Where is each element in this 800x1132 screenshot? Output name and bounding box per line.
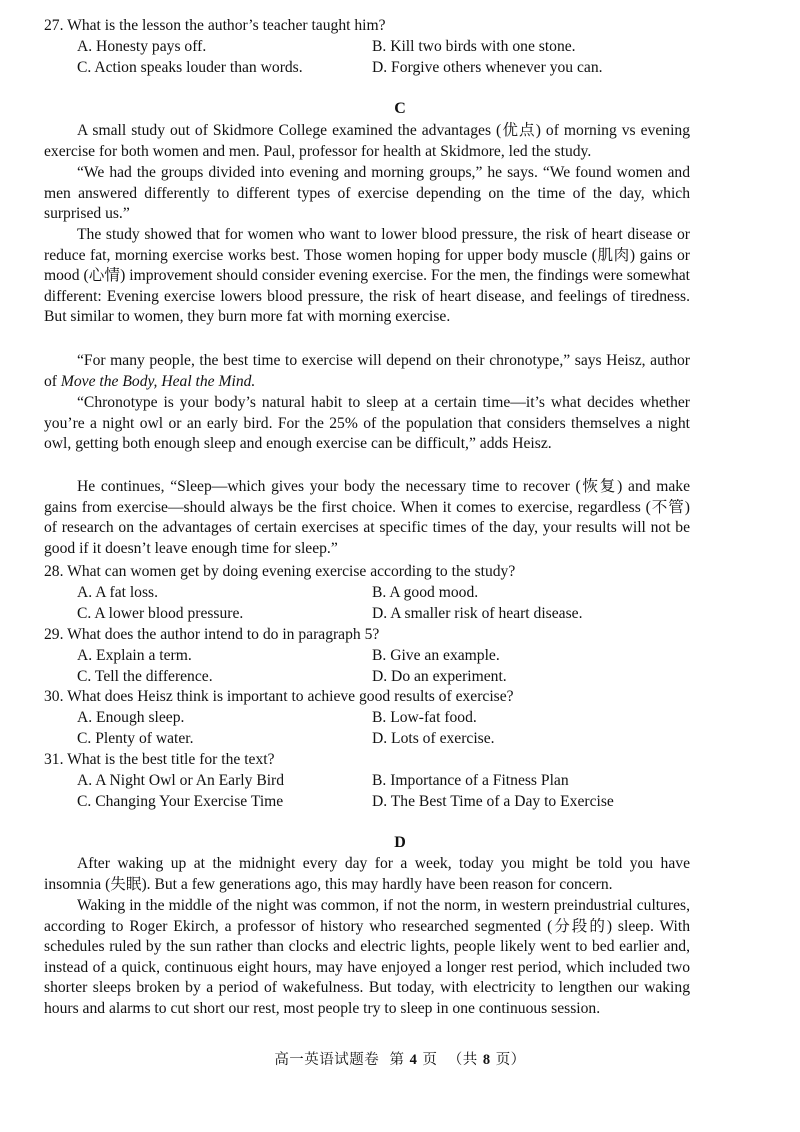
- passage-c-paragraph-3: The study showed that for women who want to lower blood pressure, the risk of heart disease or reduce fat, morning exercise works best. Those women hoping for upper body muscle (肌肉) gains or mood (心情) improvement should consider evening exercise. For the men, the findings were somewhat different: Evening exercise lowers blood pressure, the risk of heart disease, and feelings of tiredness. But similar to women, they burn more fat with morning exercise.: [44, 226, 690, 326]
- question-30-stem: 30. What does Heisz think is important to achieve good results of exercise?: [44, 688, 514, 705]
- passage-d-heading: D: [394, 834, 406, 851]
- footer-total-pages: 8: [482, 1052, 491, 1068]
- passage-c-heading: C: [394, 100, 406, 117]
- question-31-option-c: C. Changing Your Exercise Time: [77, 793, 284, 810]
- question-31-stem: 31. What is the best title for the text?: [44, 751, 275, 768]
- footer-total-prefix: （共: [447, 1052, 478, 1068]
- passage-c-paragraph-5: “Chronotype is your body’s natural habit to sleep at a certain time—it’s what decides whether you’re a night owl or an early bird. For the 25% of the population that considers themselves a night owl, getting both enough sleep and enough exercise can be difficult,” adds Heisz.: [44, 394, 690, 453]
- question-28-option-d: D. A smaller risk of heart disease.: [372, 605, 583, 622]
- book-title: Move the Body, Heal the Mind.: [60, 372, 256, 390]
- passage-c-paragraph-1: A small study out of Skidmore College examined the advantages (优点) of morning vs evening exercise for both women and men. Paul, professor for health at Skidmore, led the study.: [44, 122, 690, 160]
- question-30-option-a: A. Enough sleep.: [77, 709, 185, 726]
- question-31-option-a: A. A Night Owl or An Early Bird: [77, 772, 285, 789]
- footer-page-number: 4: [409, 1052, 418, 1068]
- question-27-option-c: C. Action speaks louder than words.: [77, 59, 303, 76]
- footer-page-suffix: 页: [422, 1052, 438, 1068]
- footer-page-prefix: 第: [389, 1052, 405, 1068]
- footer-subject: 高一英语试题卷: [274, 1052, 380, 1068]
- question-27-stem: 27. What is the lesson the author’s teacher taught him?: [44, 17, 386, 34]
- question-27-option-a: A. Honesty pays off.: [77, 38, 207, 55]
- question-29-option-b: B. Give an example.: [372, 647, 500, 664]
- footer-total-suffix: 页）: [495, 1052, 526, 1068]
- question-29-option-c: C. Tell the difference.: [77, 668, 213, 685]
- question-29-option-d: D. Do an experiment.: [372, 668, 507, 685]
- question-28-option-c: C. A lower blood pressure.: [77, 605, 244, 622]
- passage-c-paragraph-4-text: “For many people, the best time to exercise will depend on their chronotype,” says Heisz, author of: [44, 352, 690, 390]
- passage-c-paragraph-4: [44, 351, 690, 392]
- question-31-option-d: D. The Best Time of a Day to Exercise: [372, 793, 614, 810]
- question-27-option-d: D. Forgive others whenever you can.: [372, 59, 603, 76]
- question-28-option-a: A. A fat loss.: [77, 584, 159, 601]
- question-27-option-b: B. Kill two birds with one stone.: [372, 38, 576, 55]
- question-31-option-b: B. Importance of a Fitness Plan: [372, 772, 569, 789]
- page-footer: [0, 1050, 800, 1071]
- question-29-stem: 29. What does the author intend to do in paragraph 5?: [44, 626, 380, 643]
- question-28-stem: 28. What can women get by doing evening exercise according to the study?: [44, 563, 516, 580]
- passage-d-paragraph-1: After waking up at the midnight every day for a week, today you might be told you have insomnia (失眠). But a few generations ago, this may hardly have been reason for concern.: [44, 855, 690, 893]
- passage-c-paragraph-2: “We had the groups divided into evening and morning groups,” he says. “We found women and men answered differently to different types of exercise depending on the time of the day, which surprised us.”: [44, 164, 690, 223]
- question-30-option-b: B. Low-fat food.: [372, 709, 477, 726]
- passage-d-paragraph-2: Waking in the middle of the night was common, if not the norm, in western preindustrial cultures, according to Roger Ekirch, a professor of history who researched segmented (分段的) sleep. With schedules ruled by the sun rather than clocks and electric lights, people likely went to bed earlier and, instead of a quick, continuous eight hours, may have enjoyed a longer rest period, which included two shorter sleeps broken by a period of wakefulness. But today, with electricity to lengthen our waking hours and alarms to cut short our rest, most people try to sleep in one continuous session.: [44, 897, 690, 1017]
- question-30-option-d: D. Lots of exercise.: [372, 730, 495, 747]
- passage-c-paragraph-6: He continues, “Sleep—which gives your body the necessary time to recover (恢复) and make gains from exercise—should always be the first choice. When it comes to exercise, regardless (不管) of research on the advantages of certain exercises at specific times of the day, your results will not be good if it doesn’t leave enough time for sleep.”: [44, 478, 690, 557]
- question-30-option-c: C. Plenty of water.: [77, 730, 194, 747]
- question-29-option-a: A. Explain a term.: [77, 647, 192, 664]
- question-28-option-b: B. A good mood.: [372, 584, 479, 601]
